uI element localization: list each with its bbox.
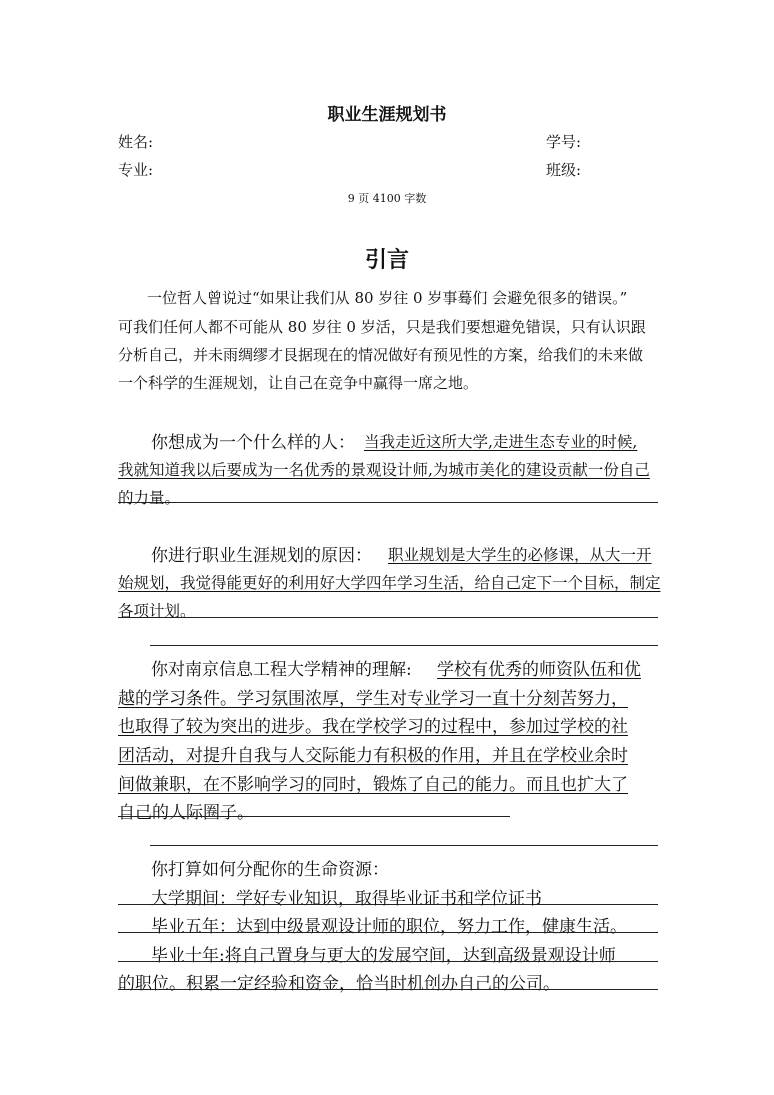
- document-info: 9 页 4100 字数: [347, 192, 427, 205]
- answer-underline: [118, 989, 658, 990]
- q4-prompt: 你打算如何分配你的生命资源：: [151, 860, 389, 880]
- intro-line-4: 一个科学的生涯规划，让自己在竞争中赢得一席之地。: [118, 374, 479, 392]
- answer-underline: [118, 502, 658, 503]
- q1-answer-line-1: 当我走近这所大学,走进生态专业的时候,: [364, 433, 638, 451]
- q3-answer-line-5: 间做兼职，在不影响学习的同时，锻炼了自己的能力。而且也扩大了: [118, 775, 628, 795]
- q3-prompt: 你对南京信息工程大学精神的理解:: [151, 660, 412, 680]
- intro-line-3: 分析自己，并未雨绸缪才艮据现在的情况做好有预见性的方案，给我们的未来做: [118, 346, 644, 364]
- q1-prompt: 你想成为一个什么样的人：: [151, 433, 355, 453]
- q4-line-3: 毕业十年:将自己置身与更大的发展空间，达到高级景观设计师: [151, 946, 616, 966]
- student-id-label: 学号:: [546, 133, 582, 151]
- answer-underline: [118, 816, 510, 817]
- q3-answer-line-3: 也取得了较为突出的进步。我在学校学习的过程中，参加过学校的社: [118, 717, 628, 737]
- intro-line-1: 一位哲人曾说过“如果让我们从 80 岁往 0 岁事蓦们 会避免很多的错误。”: [147, 289, 628, 307]
- q1-answer-line-2: 我就知道我以后要成为一名优秀的景观设计师,为城市美化的建设贡献一份自己: [118, 461, 650, 479]
- q4-line-4: 的职位。积累一定经验和资金，恰当时机创办自己的公司。: [118, 974, 560, 994]
- major-label: 专业:: [118, 161, 154, 179]
- q3-answer-line-4: 团活动，对提升自我与人交际能力有积极的作用，并且在学校业余时: [118, 746, 628, 766]
- q2-prompt: 你进行职业生涯规划的原因：: [151, 546, 372, 566]
- q2-answer-line-3: 各项计划。: [118, 602, 196, 620]
- answer-underline: [118, 932, 658, 933]
- name-label: 姓名:: [118, 133, 154, 151]
- q4-line-2: 毕业五年：达到中级景观设计师的职位，努力工作，健康生活。: [151, 917, 627, 937]
- intro-line-2: 可我们任何人都不可能从 80 岁往 0 岁活，只是我们要想避免错误，只有认识跟: [118, 318, 646, 336]
- document-title: 职业生涯规划书: [327, 105, 447, 125]
- q2-answer-line-2: 始规划，我觉得能更好的利用好大学四年学习生活，给自己定下一个目标，制定: [118, 574, 661, 592]
- q1-answer-line-3: 的力量。: [118, 489, 181, 507]
- answer-underline: [118, 961, 658, 962]
- answer-underline: [150, 645, 658, 646]
- q2-answer-line-1: 职业规划是大学生的必修课，从大一开: [388, 546, 652, 564]
- section-title: 引言: [364, 248, 409, 273]
- q4-line-1: 大学期间：学好专业知识，取得毕业证书和学位证书: [151, 889, 542, 909]
- q3-answer-line-2: 越的学习条件。学习氛围浓厚，学生对专业学习一直十分刻苦努力，: [118, 689, 628, 709]
- answer-underline: [118, 617, 658, 618]
- q3-answer-line-6: 自己的人际圈子。: [118, 803, 254, 823]
- answer-underline: [150, 845, 658, 846]
- class-label: 班级:: [546, 161, 582, 179]
- q3-answer-line-1: 学校有优秀的师资队伍和优: [437, 660, 641, 680]
- answer-underline: [118, 904, 658, 905]
